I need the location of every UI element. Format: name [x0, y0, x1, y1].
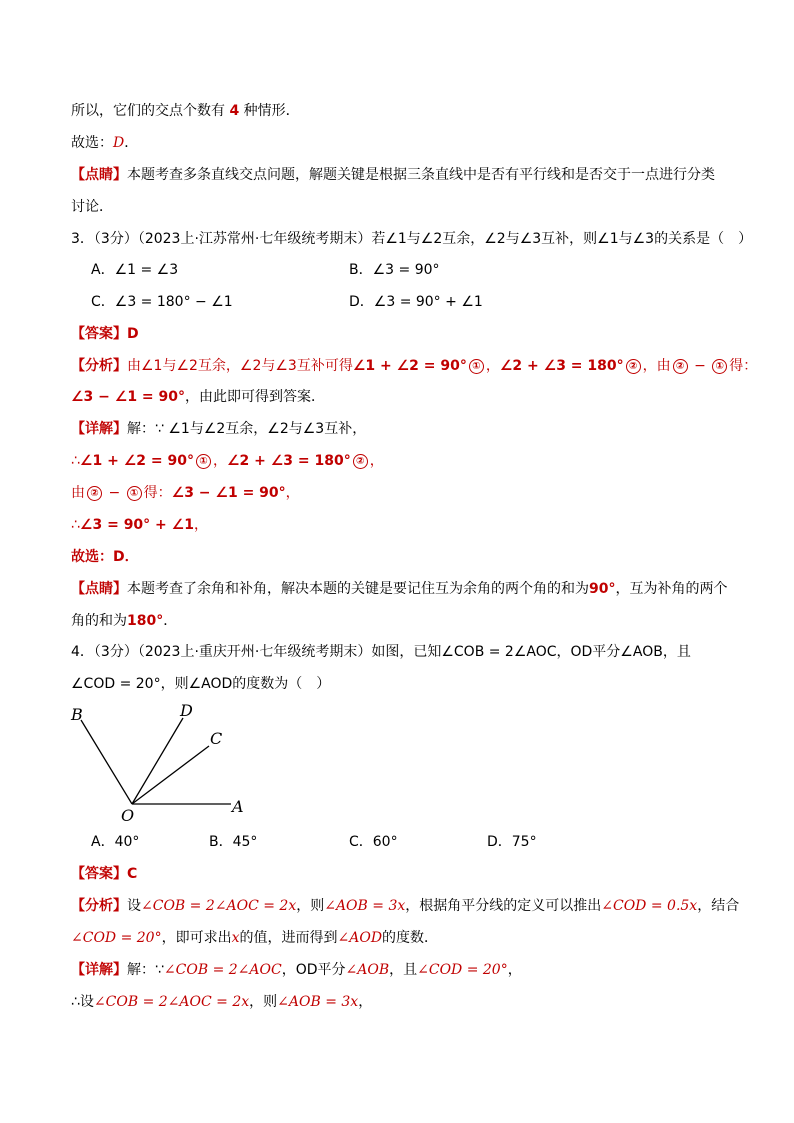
answer: C — [127, 866, 138, 882]
solution-line — [71, 991, 372, 1013]
formula: ∠COB = 2∠AOC — [163, 962, 282, 978]
formula: ∠3 = 90° + ∠1 — [79, 517, 194, 533]
text: ，由 — [642, 358, 671, 374]
answer-line — [71, 863, 137, 885]
formula: ∠COB = 2∠AOC = 2x — [141, 898, 297, 914]
formula: ∠AOB = 3x — [324, 898, 406, 914]
answer: D — [113, 135, 125, 151]
formula: ∠COB = 2∠AOC = 2x — [93, 994, 250, 1010]
tag-label: 【点睛】 — [71, 167, 127, 183]
text: ， — [369, 453, 384, 469]
text: ，根据角平分线的定义可以推出 — [405, 898, 602, 914]
text: 故选： — [71, 135, 113, 151]
tag-label: 【详解】 — [71, 962, 127, 978]
solution-line — [71, 959, 522, 981]
question-4-stem — [71, 673, 330, 695]
option-d: D．75° — [487, 834, 537, 850]
text: 得： — [143, 485, 172, 501]
label-b: B — [71, 705, 83, 724]
formula: ∠COD = 0.5x — [601, 898, 698, 914]
option-d: D．∠3 = 90° + ∠1 — [349, 294, 483, 310]
question-text: 4．（3分）（2023上·重庆开州·七年级统考期末）如图，已知∠COB = 2∠AOC，OD平分∠AOB，且 — [71, 644, 691, 660]
formula: ∠1 + ∠2 = 90° — [352, 358, 467, 374]
formula: ∠COD = 20° — [417, 962, 508, 978]
circle-number: ② — [87, 486, 102, 501]
solution-line — [71, 546, 139, 568]
count: 4 — [229, 103, 240, 119]
ray-oc — [132, 746, 209, 804]
text: ，且 — [389, 962, 418, 978]
text: ． — [163, 613, 178, 629]
tag-label: 【详解】 — [71, 421, 127, 437]
angle-figure — [66, 700, 266, 828]
text: 解：∵ ∠1与∠2互余，∠2与∠3互补， — [127, 421, 367, 437]
circle-number: ① — [712, 359, 727, 374]
tag-label: 【答案】 — [71, 326, 127, 342]
text: ，互为补角的两个 — [615, 581, 728, 597]
solution-line — [71, 482, 300, 504]
circle-number: ② — [626, 359, 641, 374]
circle-number: ② — [353, 454, 368, 469]
option-c: C．∠3 = 180° − ∠1 — [91, 294, 233, 310]
text: ， — [193, 517, 208, 533]
comment-line — [71, 164, 715, 186]
text: ， — [485, 358, 500, 374]
text: 的值，进而得到 — [239, 930, 338, 946]
option-a: A．∠1 = ∠3 — [91, 262, 179, 278]
label-o: O — [121, 806, 135, 825]
text-line — [71, 100, 300, 122]
text: 得： — [729, 358, 758, 374]
comment-line — [71, 578, 727, 600]
analysis-line — [71, 355, 757, 377]
text: ， — [212, 453, 227, 469]
option-b: B．45° — [209, 834, 258, 850]
text: 的度数． — [382, 930, 439, 946]
text: ， — [358, 994, 373, 1010]
label-a: A — [232, 797, 244, 816]
value: 90° — [589, 581, 616, 597]
tag-label: 【点睛】 — [71, 581, 127, 597]
option-b: B．∠3 = 90° — [349, 262, 440, 278]
comment-line — [71, 610, 177, 632]
analysis-line — [71, 386, 325, 408]
text-line — [71, 196, 113, 218]
circle-number: ② — [673, 359, 688, 374]
text: 设 — [127, 898, 141, 914]
analysis-line — [71, 927, 438, 949]
solution-line — [71, 450, 384, 472]
text: 角的和为 — [71, 613, 127, 629]
circle-number: ① — [127, 486, 142, 501]
formula: ∠2 + ∠3 = 180° — [499, 358, 624, 374]
text: − — [104, 485, 125, 501]
text-line — [71, 132, 138, 154]
text: ，由此即可得到答案． — [185, 389, 326, 405]
text: 本题考查多条直线交点问题，解题关键是根据三条直线中是否有平行线和是否交于一点进行分类 — [127, 167, 715, 183]
text: ∴ — [71, 517, 80, 533]
formula: ∠3 − ∠1 = 90° — [171, 485, 286, 501]
formula: ∠AOD — [337, 930, 383, 946]
formula: ∠AOB — [345, 962, 390, 978]
text: 解：∵ — [127, 962, 164, 978]
text: 故选：D． — [71, 549, 139, 565]
tag-label: 【分析】 — [71, 358, 127, 374]
ray-od — [132, 718, 183, 804]
text: ，则 — [296, 898, 325, 914]
text: 本题考查了余角和补角，解决本题的关键是要记住互为余角的两个角的和为 — [127, 581, 589, 597]
text: ， — [507, 962, 522, 978]
text: − — [689, 358, 711, 374]
question-3-stem — [71, 228, 752, 250]
text: ， — [285, 485, 300, 501]
value: 180° — [127, 613, 164, 629]
answer: D — [127, 326, 139, 342]
text: ，结合 — [697, 898, 740, 914]
solution-line — [71, 418, 366, 440]
circle-number: ① — [196, 454, 211, 469]
formula: ∠3 − ∠1 = 90° — [71, 389, 186, 405]
analysis-line — [71, 895, 739, 917]
label-c: C — [210, 729, 223, 748]
text: ． — [124, 135, 139, 151]
text: 由∠1与∠2互余，∠2与∠3互补可得 — [127, 358, 353, 374]
solution-line — [71, 514, 208, 536]
option-c: C．60° — [349, 834, 398, 850]
variable: x — [231, 930, 240, 946]
text: ∴ — [71, 453, 80, 469]
ray-ob — [81, 720, 132, 804]
text: ，OD平分 — [281, 962, 346, 978]
tag-label: 【分析】 — [71, 898, 127, 914]
text: ∴设 — [71, 994, 94, 1010]
formula: ∠AOB = 3x — [277, 994, 359, 1010]
text: 讨论． — [71, 199, 113, 215]
formula: ∠1 + ∠2 = 90° — [79, 453, 194, 469]
text: 所以，它们的交点个数有 — [71, 103, 230, 119]
answer-line — [71, 323, 139, 345]
text: 由 — [71, 485, 85, 501]
option-a: A．40° — [91, 834, 140, 850]
text: ，即可求出 — [161, 930, 232, 946]
question-text: ∠COD = 20°，则∠AOD的度数为（ ） — [71, 676, 331, 692]
question-text: 3．（3分）（2023上·江苏常州·七年级统考期末）若∠1与∠2互余，∠2与∠3互补，则∠1与∠3的关系是（ ） — [71, 231, 753, 247]
formula: ∠2 + ∠3 = 180° — [226, 453, 351, 469]
text: ，则 — [249, 994, 278, 1010]
label-d: D — [180, 701, 193, 720]
circle-number: ① — [469, 359, 484, 374]
text: 种情形． — [239, 103, 300, 119]
formula: ∠COD = 20° — [71, 930, 162, 946]
question-4-stem — [71, 641, 691, 663]
tag-label: 【答案】 — [71, 866, 127, 882]
